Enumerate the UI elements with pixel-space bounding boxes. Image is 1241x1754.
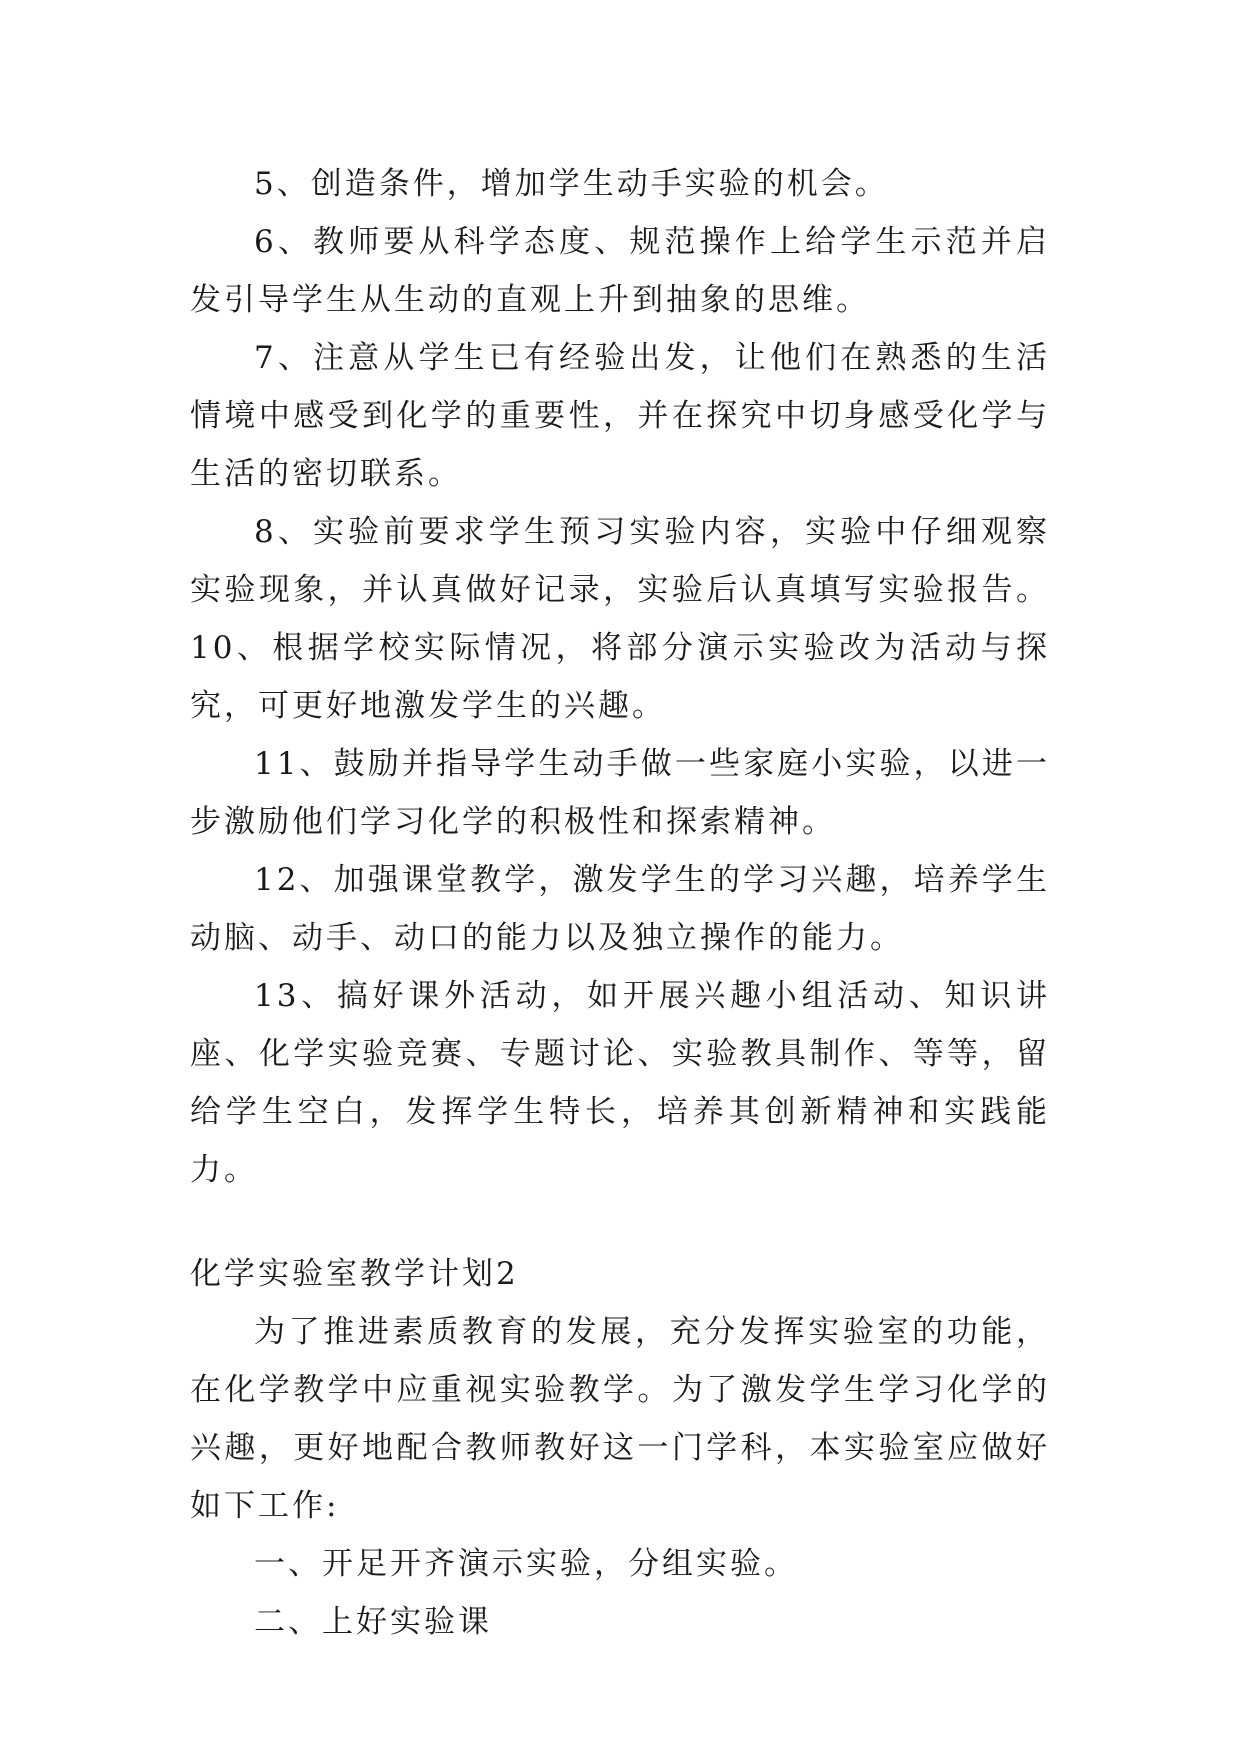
paragraph-item-8-10: 8、实验前要求学生预习实验内容，实验中仔细观察实验现象，并认真做好记录，实验后认真填写实验报告。 10、根据学校实际情况，将部分演示实验改为活动与探究，可更好地激发学生的兴趣。 <box>190 514 1050 724</box>
paragraph-item-11: 11、鼓励并指导学生动手做一些家庭小实验，以进一步激励他们学习化学的积极性和探索精神。 <box>190 746 1050 840</box>
section-spacer <box>190 1199 1050 1245</box>
paragraph-item-5: 5、创造条件，增加学生动手实验的机会。 <box>254 166 889 202</box>
document-body <box>190 155 1050 1651</box>
paragraph-item-two: 二、上好实验课 <box>254 1604 492 1640</box>
paragraph-item-7: 7、注意从学生已有经验出发，让他们在熟悉的生活情境中感受到化学的重要性，并在探究中切身感受化学与生活的密切联系。 <box>190 340 1050 492</box>
paragraph-item-13: 13、搞好课外活动，如开展兴趣小组活动、知识讲座、化学实验竞赛、专题讨论、实验教具制作、等等，留给学生空白，发挥学生特长，培养其创新精神和实践能力。 <box>190 978 1050 1188</box>
paragraph-item-one: 一、开足开齐演示实验，分组实验。 <box>254 1546 798 1582</box>
paragraph-item-6: 6、教师要从科学态度、规范操作上给学生示范并启发引导学生从生动的直观上升到抽象的思维。 <box>190 224 1050 318</box>
paragraph-intro: 为了推进素质教育的发展，充分发挥实验室的功能，在化学教学中应重视实验教学。为了激发学生学习化学的兴趣，更好地配合教师教好这一门学科，本实验室应做好如下工作: <box>190 1314 1050 1524</box>
section-title: 化学实验室教学计划2 <box>190 1256 519 1292</box>
paragraph-item-12: 12、加强课堂教学，激发学生的学习兴趣，培养学生动脑、动手、动口的能力以及独立操作的能力。 <box>190 862 1050 956</box>
